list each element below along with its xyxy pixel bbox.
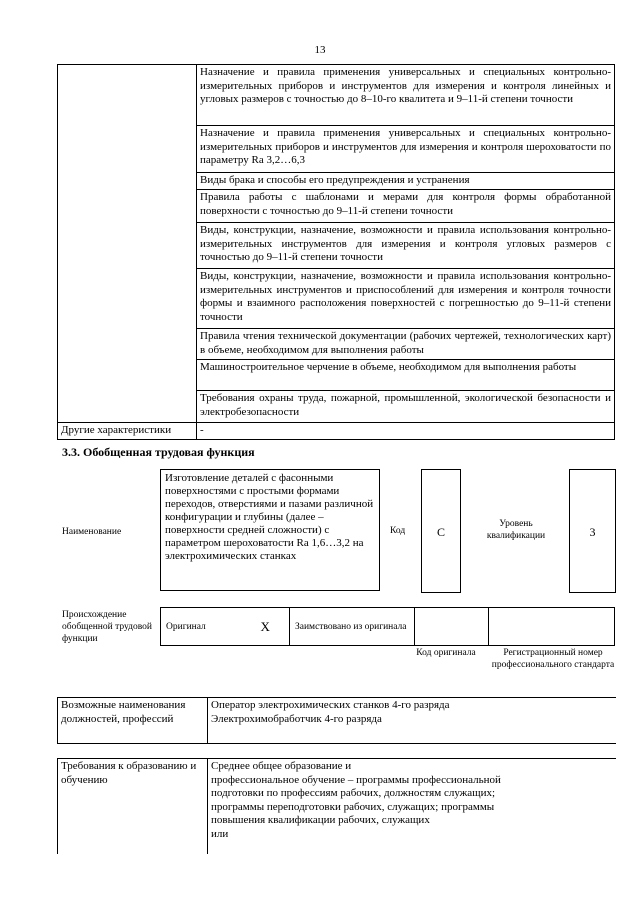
table-row [58, 698, 616, 744]
table-row [58, 759, 616, 854]
original-mark: X [242, 608, 290, 646]
origin-label: Происхождение обобщенной трудовой функции [62, 610, 152, 644]
original-label: Оригинал [161, 608, 242, 646]
knowledge-item: Виды, конструкции, назначение, возможности и правила использования контрольно-измерительных инструментов для измерения и контроля угловых размеров с точностью до 9–11-й степени точности [197, 223, 615, 269]
knowledge-label-cell [58, 65, 197, 423]
code-original-caption: Код оригинала [416, 648, 476, 658]
origin-table [160, 607, 615, 646]
knowledge-item: Виды, конструкции, назначение, возможности и правила использования контрольно-измерительных инструментов и приспособлений для измерения и контроля точности формы и взаимного расположения поверхностей с погрешностью до 9–11-й степени точности [197, 269, 615, 329]
education-table [57, 758, 616, 854]
knowledge-item: Правила чтения технической документации (рабочих чертежей, технологических карт) в объеме, необходимом для выполнения работы [197, 329, 615, 360]
education-value [208, 759, 616, 854]
page-number: 13 [314, 44, 326, 56]
function-name-box: Изготовление деталей с фасонными поверхностями с простыми формами переходов, отверстиями и пазами различной конфигурации и глубины (далее – поверхности средней сложности) с параметром шероховатости Ra 1,6…3,2 на электрохимических станках [160, 469, 380, 591]
knowledge-item: Правила работы с шаблонами и мерами для контроля формы обработанной поверхности с точностью до 9–11-й степени точности [197, 190, 615, 223]
education-label: Требования к образованию и обучению [58, 759, 208, 854]
name-label: Наименование [62, 527, 122, 537]
level-label: Уровень квалификации [486, 519, 546, 541]
position-line: Электрохимобработчик 4-го разряда [211, 712, 382, 725]
section-title: 3.3. Обобщенная трудовая функция [62, 445, 255, 459]
table-row [58, 65, 615, 126]
code-original-cell [415, 608, 489, 646]
education-line: Среднее общее образование и [211, 760, 352, 772]
code-value: C [436, 525, 445, 539]
table-row [58, 423, 615, 440]
code-label: Код [390, 526, 406, 536]
education-line: подготовки по профессиям рабочих, должностям служащих; [211, 787, 496, 799]
knowledge-item: Виды брака и способы его предупреждения и устранения [197, 173, 615, 190]
positions-table [57, 697, 616, 744]
other-characteristics-label: Другие характеристики [58, 423, 197, 440]
knowledge-item: Назначение и правила применения универсальных и специальных контрольно-измерительных приборов и инструментов для измерения и контроля шероховатости по параметру Ra 3,2…6,3 [197, 126, 615, 173]
education-line: профессиональное обучение – программы профессиональной [211, 773, 501, 786]
positions-label: Возможные наименования должностей, профессий [58, 698, 208, 744]
positions-value [208, 698, 616, 744]
position-line: Оператор электрохимических станков 4-го разряда [211, 699, 450, 711]
knowledge-item: Машиностроительное черчение в объеме, необходимом для выполнения работы [197, 360, 615, 391]
borrowed-label: Заимствовано из оригинала [290, 608, 415, 646]
reg-number-caption: Регистрационный номер профессионального стандарта [491, 648, 615, 670]
knowledge-table [57, 64, 615, 440]
knowledge-item: Требования охраны труда, пожарной, промышленной, экологической безопасности и электробезопасности [197, 391, 615, 423]
knowledge-item: Назначение и правила применения универсальных и специальных контрольно-измерительных приборов и инструментов для измерения и контроля линейных и угловых размеров с точностью до 8–10-го квалитета и 9–11-й степени точности [197, 65, 615, 126]
table-row [161, 608, 615, 646]
level-value: 3 [589, 525, 596, 539]
reg-number-cell [489, 608, 615, 646]
education-line: программы переподготовки рабочих, служащих; программы [211, 800, 495, 813]
education-line: повышения квалификации рабочих, служащих [211, 814, 430, 826]
other-characteristics-value: - [197, 423, 615, 440]
education-line: или [211, 827, 229, 840]
